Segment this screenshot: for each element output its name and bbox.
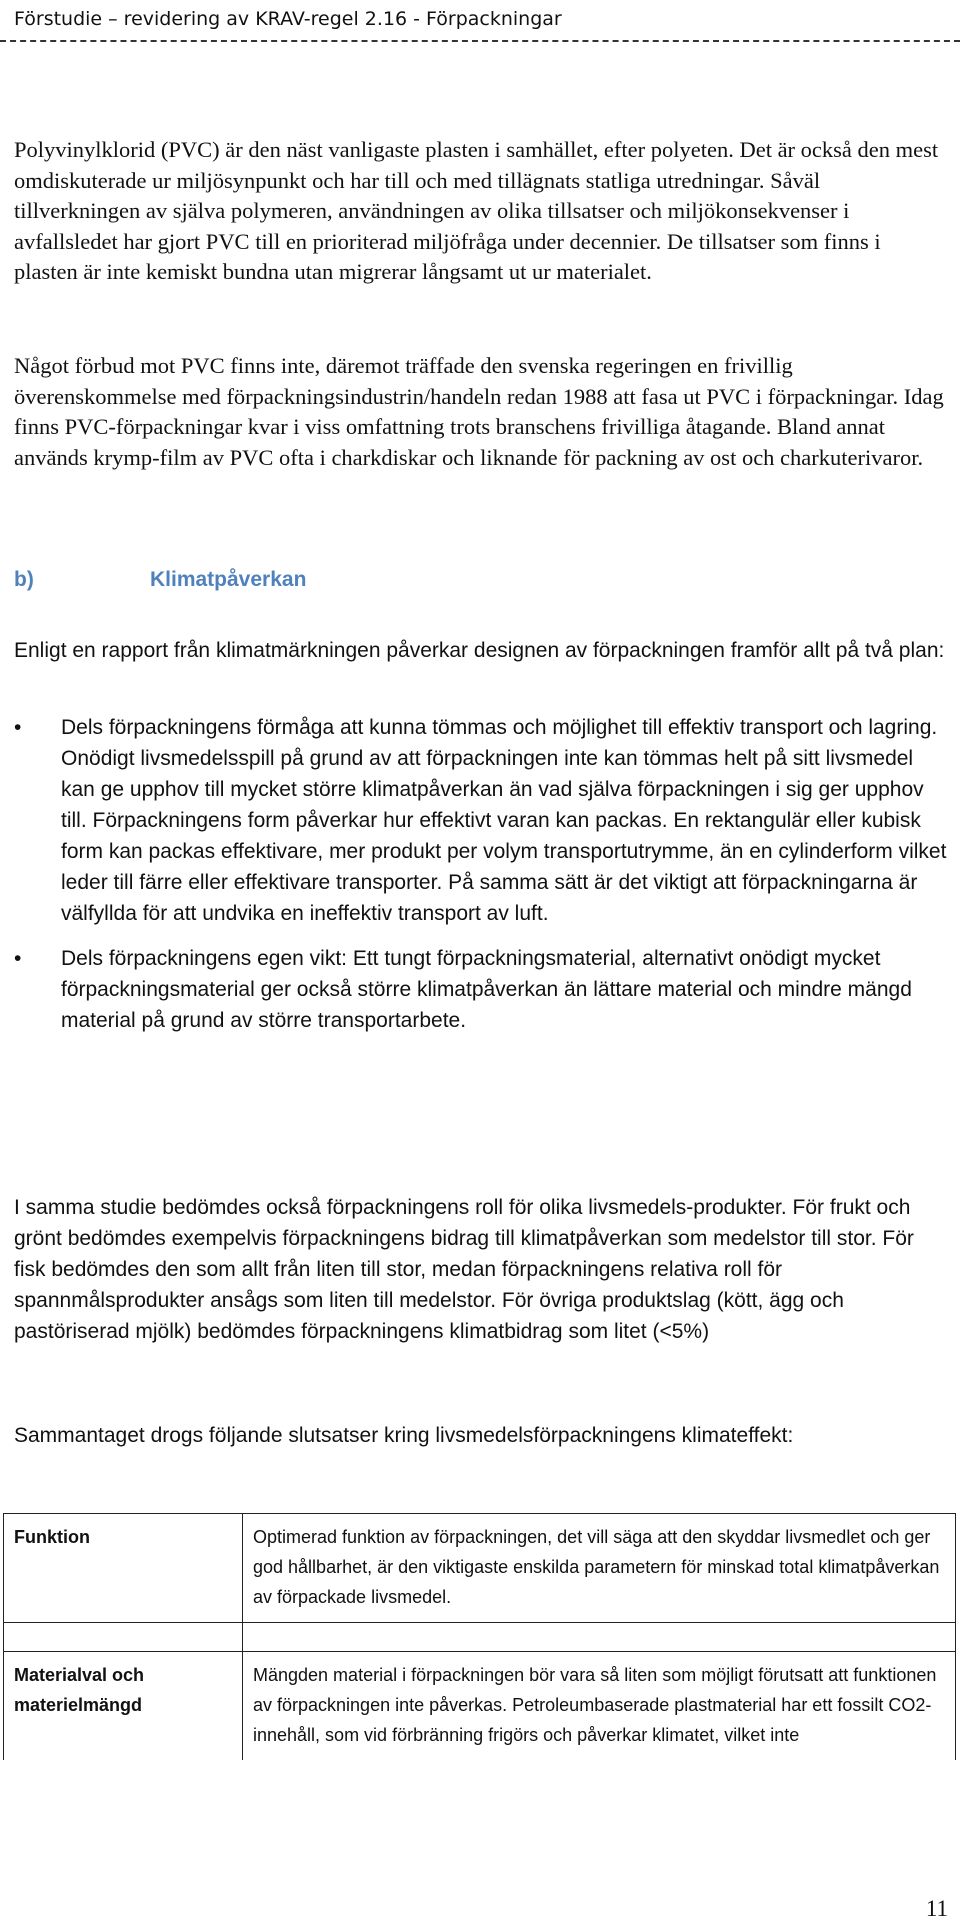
paragraph-study: I samma studie bedömdes också förpackningens roll för olika livsmedels-produkter. För frukt och grönt bedömdes exempelvis förpackningens bidrag till klimatpåverkan som medelstor till stor. För fisk bedömdes den som allt från liten till stor, medan förpackningens relativa roll för spannmålsprodukter ansågs som liten till medelstor. För övriga produktslag (kött, ägg och pastöriserad mjölk) bedömdes förpackningens klimatbidrag som litet (<5%) (14, 1196, 914, 1343)
bullet-text: Dels förpackningens egen vikt: Ett tungt förpackningsmaterial, alternativt onödigt mycket förpackningsmaterial ger också större klimatpåverkan än lättare material och mindre mängd material på grund av större transportarbete. (61, 947, 912, 1032)
paragraph-summary: Sammantaget drogs följande slutsatser kring livsmedelsförpackningens klimateffekt: (14, 1424, 794, 1447)
table-row-text: Optimerad funktion av förpackningen, det vill säga att den skyddar livsmedlet och ger god hållbarhet, är den viktigaste enskilda parametern för minskad total klimatpåverkan av förpackade livsmedel. (243, 1514, 956, 1623)
table-row-label: Materialval och materielmängd (4, 1652, 243, 1761)
bullet-marker: • (14, 716, 22, 739)
bullet-item (14, 943, 949, 1036)
table-row-label: Funktion (4, 1514, 243, 1623)
paragraph-pvc-1: Polyvinylklorid (PVC) är den näst vanligaste plasten i samhället, efter polyeten. Det är också den mest omdiskuterade ur miljösynpunkt och har till och med tillägnats statliga utredningar. Såväl tillverkningen av själva polymeren, användningen av olika tillsatser och miljökonsekvenser i avfallsledet har gjort PVC till en prioriterad miljöfråga under decennier. De tillsatser som finns i plasten är inte kemiskt bundna utan migrerar långsamt ut ur materialet. (14, 137, 939, 284)
section-letter: b) (14, 568, 34, 591)
table-spacer-row (4, 1623, 956, 1652)
section-heading: Klimatpåverkan (150, 568, 307, 591)
bullet-item (14, 712, 949, 929)
table-spacer-cell (4, 1623, 243, 1652)
table-row (4, 1652, 956, 1761)
table-spacer-cell (243, 1623, 956, 1652)
bullet-text: Dels förpackningens förmåga att kunna tömmas och möjlighet till effektiv transport och lagring. Onödigt livsmedelsspill på grund av att förpackningen inte kan tömmas helt på sitt livsmedel kan ge upphov till mycket större klimatpåverkan än vad själva förpackningen i sig ger upphov till. Förpackningens form påverkar hur effektivt varan kan packas. En rektangulär eller kubisk form kan packas effektivare, mer produkt per volym transportutrymme, än en cylinderform vilket leder till färre eller effektivare transporter. På samma sätt är det viktigt att förpackningarna är välfyllda för att undvika en ineffektiv transport av luft. (61, 716, 947, 925)
page-header (0, 0, 960, 42)
bullet-list (14, 712, 949, 1050)
bullet-marker: • (14, 947, 22, 970)
paragraph-pvc-2: Något förbud mot PVC finns inte, däremot träffade den svenska regeringen en frivillig överenskommelse med förpackningsindustrin/handeln redan 1988 att fasa ut PVC i förpackningar. Idag finns PVC-förpackningar kvar i viss omfattning trots branschens frivilliga åtagande. Bland annat används krymp-film av PVC ofta i charkdiskar och liknande för packning av ost och charkuterivaror. (14, 353, 944, 470)
section-intro: Enligt en rapport från klimatmärkningen påverkar designen av förpackningen framför allt på två plan: (14, 639, 945, 662)
table-row-text: Mängden material i förpackningen bör vara så liten som möjligt förutsatt att funktionen av förpackningen inte påverkas. Petroleumbaserade plastmaterial har ett fossilt CO2-innehåll, som vid förbränning frigörs och påverkar klimatet, vilket inte (243, 1652, 956, 1761)
page-number: 11 (925, 1896, 948, 1921)
document-title: Förstudie – revidering av KRAV-regel 2.16 - Förpackningar (14, 8, 562, 30)
table-row (4, 1514, 956, 1623)
conclusions-table (3, 1513, 956, 1760)
